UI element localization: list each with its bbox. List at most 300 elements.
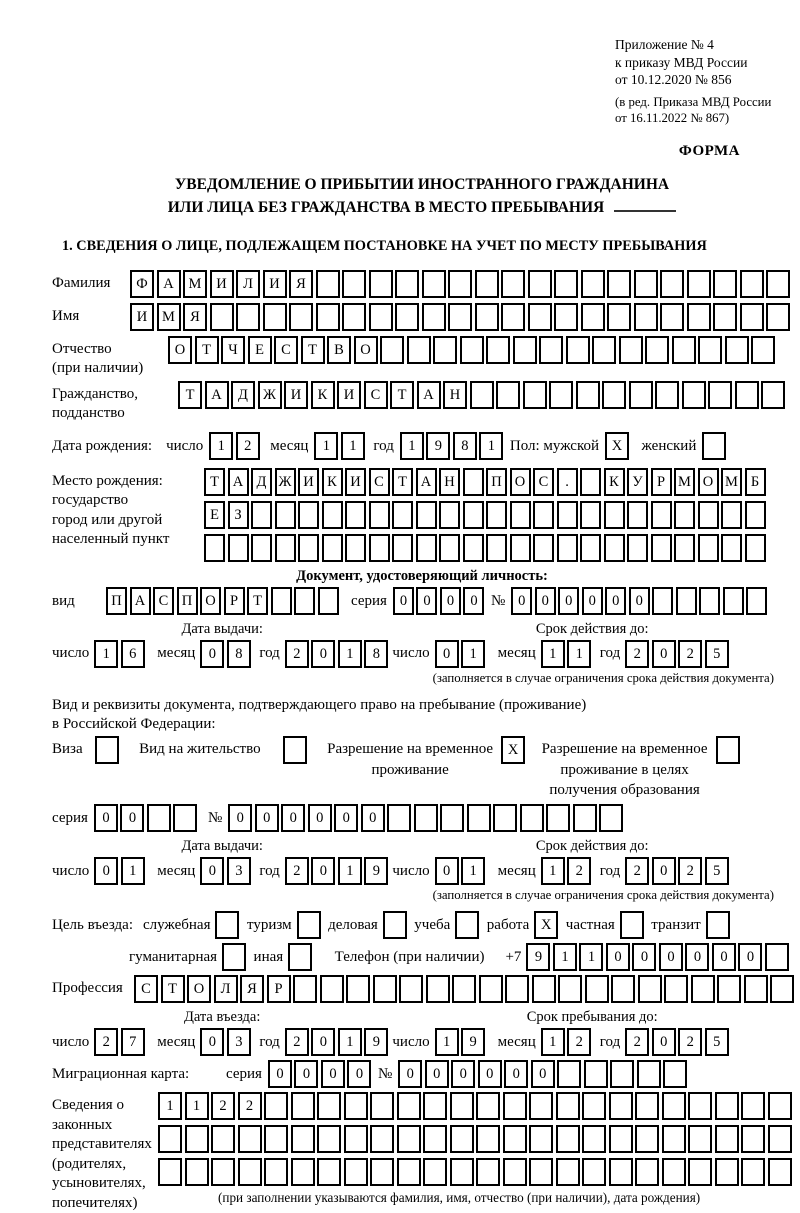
char-box[interactable]: 0 (268, 1060, 292, 1088)
char-box[interactable] (688, 1158, 712, 1186)
char-box[interactable]: Т (392, 468, 413, 496)
char-box[interactable] (486, 534, 507, 562)
char-box[interactable] (741, 1125, 765, 1153)
char-box[interactable] (271, 587, 292, 615)
char-box[interactable]: Н (443, 381, 467, 409)
patronymic-boxes[interactable] (168, 336, 778, 364)
char-box[interactable]: И (337, 381, 361, 409)
char-box[interactable] (604, 534, 625, 562)
char-box[interactable] (399, 975, 423, 1003)
char-box[interactable]: X (501, 736, 525, 764)
char-box[interactable]: 1 (553, 943, 577, 971)
char-box[interactable]: С (369, 468, 390, 496)
char-box[interactable] (264, 1092, 288, 1120)
char-box[interactable] (264, 1158, 288, 1186)
char-box[interactable] (345, 501, 366, 529)
char-box[interactable]: О (187, 975, 211, 1003)
char-box[interactable] (651, 501, 672, 529)
char-box[interactable] (322, 534, 343, 562)
char-box[interactable] (687, 303, 711, 331)
char-box[interactable] (448, 303, 472, 331)
char-box[interactable] (501, 270, 525, 298)
char-box[interactable] (672, 336, 696, 364)
char-box[interactable] (660, 303, 684, 331)
private-checkbox[interactable] (620, 911, 647, 939)
char-box[interactable] (493, 804, 517, 832)
char-box[interactable] (455, 911, 479, 939)
temp-residence-checkbox[interactable] (493, 736, 528, 764)
char-box[interactable] (554, 270, 578, 298)
char-box[interactable] (450, 1125, 474, 1153)
char-box[interactable]: Д (251, 468, 272, 496)
char-box[interactable] (463, 534, 484, 562)
char-box[interactable] (721, 534, 742, 562)
char-box[interactable]: 0 (535, 587, 556, 615)
char-box[interactable]: 1 (209, 432, 233, 460)
char-box[interactable] (397, 1092, 421, 1120)
char-box[interactable] (566, 336, 590, 364)
char-box[interactable] (573, 804, 597, 832)
official-checkbox[interactable] (215, 911, 242, 939)
char-box[interactable] (554, 303, 578, 331)
char-box[interactable] (745, 501, 766, 529)
char-box[interactable]: 1 (314, 432, 338, 460)
char-box[interactable]: Р (224, 587, 245, 615)
char-box[interactable]: Ф (130, 270, 154, 298)
char-box[interactable]: О (354, 336, 378, 364)
char-box[interactable]: И (130, 303, 154, 331)
id-issue-day-boxes[interactable] (94, 640, 147, 668)
char-box[interactable]: 3 (227, 1028, 251, 1056)
char-box[interactable] (582, 1092, 606, 1120)
char-box[interactable]: С (134, 975, 158, 1003)
char-box[interactable] (698, 336, 722, 364)
char-box[interactable]: 2 (211, 1092, 235, 1120)
char-box[interactable] (344, 1092, 368, 1120)
birth-month-boxes[interactable] (314, 432, 367, 460)
temp-residence-edu-checkbox[interactable] (708, 736, 743, 764)
char-box[interactable]: Д (231, 381, 255, 409)
char-box[interactable]: П (177, 587, 198, 615)
char-box[interactable] (688, 1092, 712, 1120)
char-box[interactable] (660, 270, 684, 298)
char-box[interactable]: П (106, 587, 127, 615)
migration-number-boxes[interactable] (398, 1060, 690, 1088)
char-box[interactable] (298, 534, 319, 562)
char-box[interactable] (715, 1125, 739, 1153)
char-box[interactable] (662, 1158, 686, 1186)
char-box[interactable] (556, 1092, 580, 1120)
guardians-row3-boxes[interactable] (158, 1158, 794, 1186)
char-box[interactable] (546, 804, 570, 832)
char-box[interactable]: Л (236, 270, 260, 298)
char-box[interactable]: 9 (426, 432, 450, 460)
char-box[interactable] (486, 336, 510, 364)
char-box[interactable]: 2 (236, 432, 260, 460)
birthplace-row1-boxes[interactable] (204, 468, 768, 496)
char-box[interactable]: 1 (435, 1028, 459, 1056)
id-series-boxes[interactable] (393, 587, 487, 615)
char-box[interactable] (204, 534, 225, 562)
char-box[interactable]: С (364, 381, 388, 409)
char-box[interactable] (293, 975, 317, 1003)
entry-month-boxes[interactable] (200, 1028, 253, 1056)
char-box[interactable]: 1 (400, 432, 424, 460)
char-box[interactable] (662, 1125, 686, 1153)
char-box[interactable] (698, 501, 719, 529)
char-box[interactable]: В (327, 336, 351, 364)
char-box[interactable]: 2 (567, 857, 591, 885)
char-box[interactable] (275, 501, 296, 529)
other-checkbox[interactable] (288, 943, 315, 971)
char-box[interactable]: О (698, 468, 719, 496)
transit-checkbox[interactable] (706, 911, 733, 939)
business-checkbox[interactable] (383, 911, 410, 939)
char-box[interactable] (416, 501, 437, 529)
char-box[interactable]: 0 (120, 804, 144, 832)
char-box[interactable]: Н (439, 468, 460, 496)
char-box[interactable]: 0 (311, 640, 335, 668)
char-box[interactable] (238, 1158, 262, 1186)
char-box[interactable] (185, 1158, 209, 1186)
char-box[interactable]: Ж (258, 381, 282, 409)
char-box[interactable] (558, 975, 582, 1003)
char-box[interactable]: 0 (425, 1060, 449, 1088)
char-box[interactable] (158, 1158, 182, 1186)
char-box[interactable] (609, 1158, 633, 1186)
char-box[interactable] (557, 534, 578, 562)
char-box[interactable] (655, 381, 679, 409)
char-box[interactable] (370, 1158, 394, 1186)
char-box[interactable] (463, 468, 484, 496)
char-box[interactable]: М (157, 303, 181, 331)
char-box[interactable] (283, 736, 307, 764)
char-box[interactable]: 0 (294, 1060, 318, 1088)
char-box[interactable] (238, 1125, 262, 1153)
char-box[interactable]: 0 (451, 1060, 475, 1088)
char-box[interactable] (528, 270, 552, 298)
char-box[interactable]: Т (390, 381, 414, 409)
char-box[interactable] (158, 1125, 182, 1153)
char-box[interactable]: Р (267, 975, 291, 1003)
char-box[interactable] (460, 336, 484, 364)
birthplace-row2-boxes[interactable] (204, 501, 768, 529)
char-box[interactable] (610, 1060, 634, 1088)
char-box[interactable]: 9 (526, 943, 550, 971)
char-box[interactable] (635, 1092, 659, 1120)
char-box[interactable]: С (533, 468, 554, 496)
name-boxes[interactable] (130, 303, 793, 331)
char-box[interactable] (674, 534, 695, 562)
char-box[interactable] (291, 1092, 315, 1120)
birth-year-boxes[interactable] (400, 432, 506, 460)
char-box[interactable]: 0 (200, 1028, 224, 1056)
char-box[interactable] (638, 975, 662, 1003)
char-box[interactable]: 9 (364, 1028, 388, 1056)
char-box[interactable] (370, 1125, 394, 1153)
stay-day-boxes[interactable] (435, 1028, 488, 1056)
char-box[interactable]: О (510, 468, 531, 496)
char-box[interactable] (291, 1158, 315, 1186)
char-box[interactable] (470, 381, 494, 409)
char-box[interactable] (664, 975, 688, 1003)
visa-checkbox[interactable] (87, 736, 122, 764)
char-box[interactable]: 1 (185, 1092, 209, 1120)
char-box[interactable] (609, 1125, 633, 1153)
char-box[interactable] (698, 534, 719, 562)
char-box[interactable] (476, 1125, 500, 1153)
char-box[interactable] (463, 501, 484, 529)
char-box[interactable] (383, 911, 407, 939)
char-box[interactable] (486, 501, 507, 529)
char-box[interactable]: 1 (579, 943, 603, 971)
char-box[interactable] (607, 303, 631, 331)
char-box[interactable]: 2 (285, 640, 309, 668)
char-box[interactable] (288, 943, 312, 971)
char-box[interactable]: 0 (652, 857, 676, 885)
char-box[interactable]: 0 (347, 1060, 371, 1088)
char-box[interactable]: 1 (479, 432, 503, 460)
char-box[interactable]: 2 (625, 1028, 649, 1056)
char-box[interactable]: У (627, 468, 648, 496)
char-box[interactable]: 1 (338, 1028, 362, 1056)
char-box[interactable]: 0 (582, 587, 603, 615)
char-box[interactable] (317, 1125, 341, 1153)
char-box[interactable]: М (674, 468, 695, 496)
char-box[interactable] (294, 587, 315, 615)
char-box[interactable]: О (200, 587, 221, 615)
char-box[interactable]: 0 (712, 943, 736, 971)
char-box[interactable]: 0 (738, 943, 762, 971)
char-box[interactable]: 2 (238, 1092, 262, 1120)
permit-number-boxes[interactable] (228, 804, 626, 832)
char-box[interactable] (503, 1158, 527, 1186)
char-box[interactable] (768, 1125, 792, 1153)
char-box[interactable] (215, 911, 239, 939)
char-box[interactable]: 0 (606, 943, 630, 971)
char-box[interactable]: 1 (461, 640, 485, 668)
char-box[interactable] (582, 1158, 606, 1186)
id-expiry-month-boxes[interactable] (541, 640, 594, 668)
char-box[interactable]: Ч (221, 336, 245, 364)
char-box[interactable]: 0 (605, 587, 626, 615)
char-box[interactable] (580, 534, 601, 562)
char-box[interactable]: 3 (227, 857, 251, 885)
char-box[interactable] (637, 1060, 661, 1088)
char-box[interactable] (395, 270, 419, 298)
char-box[interactable] (475, 270, 499, 298)
char-box[interactable]: 1 (541, 857, 565, 885)
char-box[interactable] (228, 534, 249, 562)
char-box[interactable] (529, 1158, 553, 1186)
char-box[interactable]: 0 (558, 587, 579, 615)
char-box[interactable] (496, 381, 520, 409)
char-box[interactable] (766, 303, 790, 331)
char-box[interactable] (414, 804, 438, 832)
char-box[interactable]: 0 (463, 587, 484, 615)
char-box[interactable] (523, 381, 547, 409)
char-box[interactable]: Я (289, 270, 313, 298)
char-box[interactable] (251, 534, 272, 562)
char-box[interactable]: 0 (685, 943, 709, 971)
char-box[interactable]: Я (183, 303, 207, 331)
char-box[interactable] (423, 1092, 447, 1120)
char-box[interactable] (211, 1125, 235, 1153)
char-box[interactable]: 0 (511, 587, 532, 615)
char-box[interactable] (426, 975, 450, 1003)
char-box[interactable]: 7 (121, 1028, 145, 1056)
char-box[interactable]: С (153, 587, 174, 615)
sex-male-checkbox[interactable] (605, 432, 632, 460)
char-box[interactable]: К (604, 468, 625, 496)
char-box[interactable]: Т (301, 336, 325, 364)
char-box[interactable] (422, 270, 446, 298)
char-box[interactable] (297, 911, 321, 939)
work-checkbox[interactable] (534, 911, 561, 939)
char-box[interactable] (740, 303, 764, 331)
char-box[interactable] (634, 270, 658, 298)
char-box[interactable]: Б (745, 468, 766, 496)
char-box[interactable] (723, 587, 744, 615)
char-box[interactable]: 1 (541, 1028, 565, 1056)
char-box[interactable]: 0 (255, 804, 279, 832)
char-box[interactable] (317, 1158, 341, 1186)
char-box[interactable]: 1 (158, 1092, 182, 1120)
char-box[interactable] (765, 943, 789, 971)
char-box[interactable]: И (298, 468, 319, 496)
char-box[interactable] (609, 1092, 633, 1120)
char-box[interactable]: И (345, 468, 366, 496)
char-box[interactable] (620, 911, 644, 939)
char-box[interactable]: Е (204, 501, 225, 529)
char-box[interactable]: 0 (659, 943, 683, 971)
permit-expiry-day-boxes[interactable] (435, 857, 488, 885)
char-box[interactable] (407, 336, 431, 364)
char-box[interactable] (440, 804, 464, 832)
char-box[interactable] (556, 1158, 580, 1186)
char-box[interactable]: 0 (311, 857, 335, 885)
char-box[interactable]: 0 (440, 587, 461, 615)
char-box[interactable]: X (534, 911, 558, 939)
char-box[interactable]: М (721, 468, 742, 496)
char-box[interactable] (346, 975, 370, 1003)
char-box[interactable]: 1 (541, 640, 565, 668)
guardians-row2-boxes[interactable] (158, 1125, 794, 1153)
char-box[interactable] (467, 804, 491, 832)
char-box[interactable] (602, 381, 626, 409)
permit-issue-day-boxes[interactable] (94, 857, 147, 885)
char-box[interactable] (580, 468, 601, 496)
char-box[interactable] (275, 534, 296, 562)
char-box[interactable]: 0 (652, 640, 676, 668)
char-box[interactable]: А (417, 381, 441, 409)
char-box[interactable]: 0 (398, 1060, 422, 1088)
char-box[interactable] (322, 501, 343, 529)
char-box[interactable] (342, 303, 366, 331)
char-box[interactable] (549, 381, 573, 409)
stay-month-boxes[interactable] (541, 1028, 594, 1056)
char-box[interactable] (768, 1092, 792, 1120)
char-box[interactable] (251, 501, 272, 529)
stay-year-boxes[interactable] (625, 1028, 731, 1056)
char-box[interactable] (222, 943, 246, 971)
char-box[interactable]: 2 (94, 1028, 118, 1056)
char-box[interactable]: 6 (121, 640, 145, 668)
char-box[interactable]: З (228, 501, 249, 529)
char-box[interactable] (95, 736, 119, 764)
humanitarian-checkbox[interactable] (222, 943, 249, 971)
char-box[interactable] (611, 975, 635, 1003)
birth-day-boxes[interactable] (209, 432, 262, 460)
char-box[interactable] (721, 501, 742, 529)
char-box[interactable] (741, 1158, 765, 1186)
char-box[interactable]: 0 (478, 1060, 502, 1088)
char-box[interactable]: 5 (705, 1028, 729, 1056)
char-box[interactable]: 1 (94, 640, 118, 668)
char-box[interactable]: 0 (334, 804, 358, 832)
char-box[interactable]: М (183, 270, 207, 298)
char-box[interactable] (475, 303, 499, 331)
char-box[interactable] (706, 911, 730, 939)
char-box[interactable]: Т (204, 468, 225, 496)
char-box[interactable]: 8 (364, 640, 388, 668)
char-box[interactable] (452, 975, 476, 1003)
char-box[interactable]: 8 (227, 640, 251, 668)
profession-boxes[interactable] (134, 975, 797, 1003)
char-box[interactable] (533, 534, 554, 562)
char-box[interactable] (651, 534, 672, 562)
char-box[interactable] (513, 336, 537, 364)
char-box[interactable] (682, 381, 706, 409)
char-box[interactable]: 0 (652, 1028, 676, 1056)
char-box[interactable]: . (557, 468, 578, 496)
residence-permit-checkbox[interactable] (275, 736, 310, 764)
char-box[interactable] (676, 587, 697, 615)
char-box[interactable] (316, 303, 340, 331)
permit-issue-year-boxes[interactable] (285, 857, 391, 885)
char-box[interactable] (210, 303, 234, 331)
permit-expiry-month-boxes[interactable] (541, 857, 594, 885)
char-box[interactable] (635, 1158, 659, 1186)
char-box[interactable]: 2 (625, 857, 649, 885)
char-box[interactable] (708, 381, 732, 409)
char-box[interactable] (557, 1060, 581, 1088)
char-box[interactable]: 1 (461, 857, 485, 885)
char-box[interactable]: А (228, 468, 249, 496)
char-box[interactable] (599, 804, 623, 832)
char-box[interactable]: Т (178, 381, 202, 409)
char-box[interactable]: 1 (567, 640, 591, 668)
char-box[interactable] (369, 501, 390, 529)
char-box[interactable]: 9 (461, 1028, 485, 1056)
tourism-checkbox[interactable] (297, 911, 324, 939)
char-box[interactable]: А (157, 270, 181, 298)
char-box[interactable]: 2 (285, 857, 309, 885)
char-box[interactable]: 8 (453, 432, 477, 460)
char-box[interactable] (584, 1060, 608, 1088)
char-box[interactable] (416, 534, 437, 562)
char-box[interactable] (369, 303, 393, 331)
char-box[interactable]: 1 (338, 857, 362, 885)
char-box[interactable] (439, 534, 460, 562)
id-issue-month-boxes[interactable] (200, 640, 253, 668)
char-box[interactable] (751, 336, 775, 364)
char-box[interactable] (533, 501, 554, 529)
char-box[interactable] (317, 1092, 341, 1120)
char-box[interactable] (662, 1092, 686, 1120)
char-box[interactable] (768, 1158, 792, 1186)
char-box[interactable]: Л (214, 975, 238, 1003)
